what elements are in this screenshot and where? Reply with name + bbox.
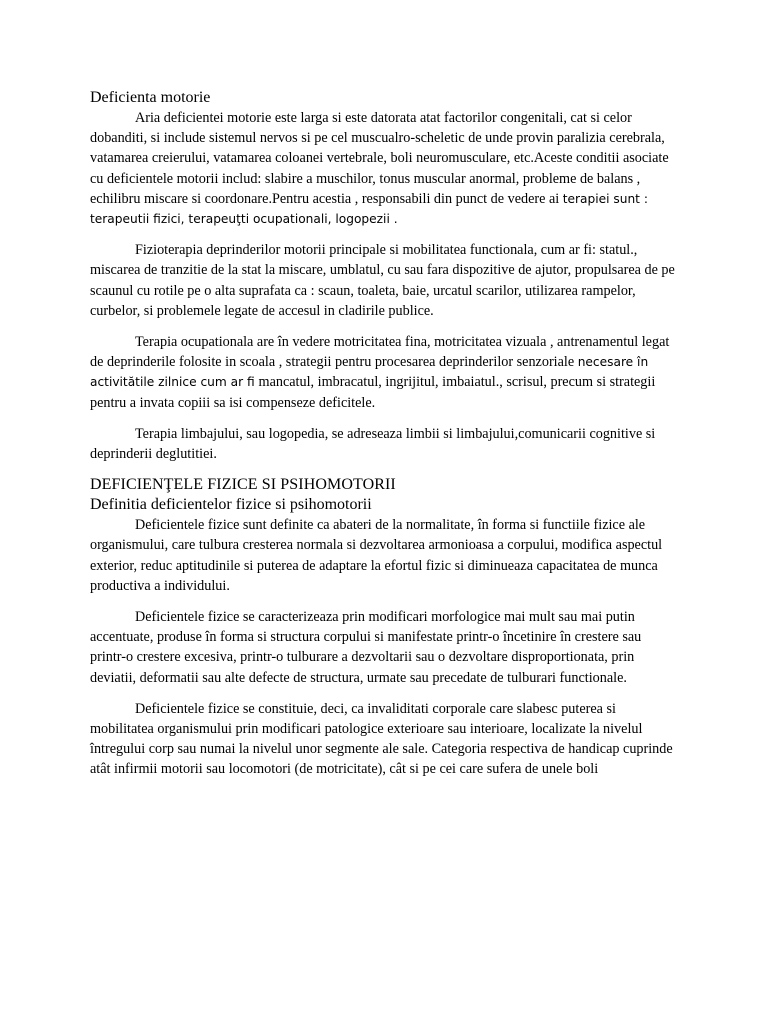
paragraph-aria-deficientei bbox=[90, 108, 678, 229]
paragraph-terapia-ocupationala bbox=[90, 332, 678, 413]
page-content bbox=[90, 88, 678, 791]
paragraph-deficientele-definite: Deficientele fizice sunt definite ca abateri de la normalitate, în forma si functiile fizice ale organismului, care tulbura cresterea normala si dezvoltarea armonioasa a corpului, modifica aspectul exterior, reduc aptitudinile si puterea de adaptare la efortul fizic si diminueaza capacitatea de munca productiva a individului. bbox=[90, 517, 663, 594]
paragraph-deficientele-constituie: Deficientele fizice se constituie, deci, ca invaliditati corporale care slabesc puterea si mobilitatea organismului prin modificari patologice exterioare sau interioare, localizate la nivelul întregului corp sau numai la nivelul unor segmente ale sale. Categoria respectiva de handicap cuprinde atât infirmii motorii sau locomotori (de motricitate), cât si pe cei care sufera de unele boli bbox=[90, 700, 673, 778]
paragraph-fizioterapia: Fizioterapia deprinderilor motorii principale si mobilitatea functionala, cum ar fi: statul., miscarea de tranzitie de la stat la miscare, umblatul, cu sau fara dispozitive de ajutor, propulsarea de pe scaunul cu rotile pe o alta suprafata ca : scaun, toaleta, baie, urcatul scarilor, utilizarea rampelor, curbelor, si problemele legate de accesul in cladirile publice. bbox=[90, 242, 675, 319]
paragraph-text: Terapia ocupationala are în vedere motricitatea fina, motricitatea vizuala , antrenamentul legat de deprinderile folosite in scoala , strategii pentru procesarea deprinderilor senzoriale bbox=[90, 334, 670, 371]
paragraph-text-sans: necesare în activitătile zilnice cum ar fi bbox=[90, 355, 649, 390]
heading-deficienta-motorie: Deficienta motorie bbox=[90, 89, 211, 106]
paragraph-text: Aria deficientei motorie este larga si este datorata atat factorilor congenitali, cat si celor dobanditi, si include sistemul nervos si pe cel muscualro-scheletic de unde provin paralizia cerebrala, vatamarea creierului, vatamarea coloanei vertebrale, boli neuromusculare, etc.Aceste conditii asociate cu deficientele motorii includ: slabire a muschilor, tonus muscular anormal, probleme de balans , echilibru miscare si coordonare.Pentru acestia , responsabili din punct de vedere ai bbox=[90, 110, 669, 207]
heading-definitia: Definitia deficientelor fizice si psihomotorii bbox=[90, 496, 372, 514]
paragraph-terapia-limbajului: Terapia limbajului, sau logopedia, se adreseaza limbii si limbajului,comunicarii cognitive si deprinderii deglutitiei. bbox=[90, 425, 656, 463]
heading-deficientele-fizice: DEFICIENŢELE FIZICE SI PSIHOMOTORII bbox=[90, 476, 396, 494]
paragraph-text: mancatul, imbracatul, ingrijitul, imbaiatul., scrisul, precum si strategii pentru a invata copiii sa isi compenseze deficitele. bbox=[90, 374, 656, 411]
paragraph-text-sans: terapiei sunt : terapeutii fizici, terapeuţti ocupationali, logopezii . bbox=[90, 191, 648, 227]
paragraph-deficientele-caracterizeaza: Deficientele fizice se caracterizeaza prin modificari morfologice mai mult sau mai putin accentuate, produse în forma si structura corpului si manifestate printr-o încetinire în crestere sau printr-o crestere excesiva, printr-o tulburare a dezvoltarii sau o dezvoltare disproportionata, prin deviatii, deformatii sau alte defecte de structura, urmate sau precedate de tulburari functionale. bbox=[90, 609, 642, 686]
